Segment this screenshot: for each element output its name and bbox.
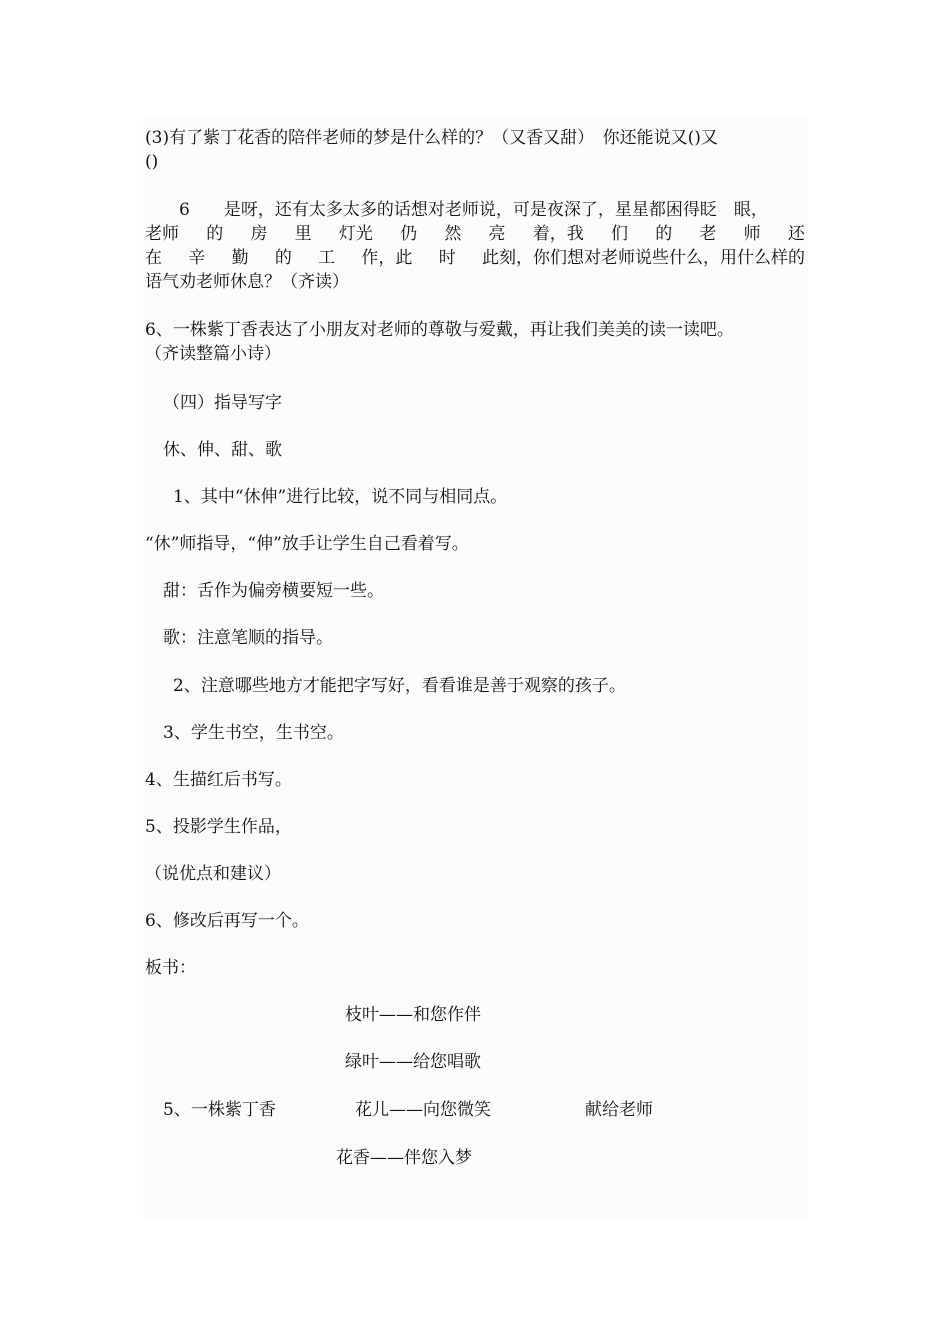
section-4-ge: 歌：注意笔顺的指导。 [163,628,333,648]
word: 灯光 [338,224,373,244]
word: 们 [610,224,628,244]
section-4-item-1b: “休”师指导，“伸”放手让学生自己看着写。 [145,534,469,554]
word: 作，此 [361,248,413,268]
step-6-recite-paragraph [145,318,734,366]
step-6-night-paragraph [145,198,805,294]
question-3-line-2: () [145,152,159,172]
word: 师 [743,224,761,244]
board-label: 板书： [145,958,196,978]
word: 时 [438,248,456,268]
word: 老 [699,224,717,244]
section-4-item-1: 1、其中“休伸”进行比较，说不同与相同点。 [173,487,508,507]
step-6-line-2 [145,222,805,246]
step-6-line-1: 6 是呀，还有太多太多的话想对老师说，可是夜深了，星星都困得眨 眼， [145,200,768,220]
step-6b-line-2: （齐读整篇小诗） [145,344,281,364]
word: 然 [444,224,462,244]
word: 辛 [188,248,206,268]
board-row-fragrance: 花香——伴您入梦 [336,1148,472,1168]
board-row-leaves: 枝叶——和您作伴 [345,1005,481,1025]
word: 房 [250,224,268,244]
section-4-item-4: 4、生描红后书写。 [145,770,292,790]
word: 里 [294,224,312,244]
section-4-tian: 甜：舌作为偏旁横要短一些。 [163,581,384,601]
section-4-item-2: 2、注意哪些地方才能把字写好，看看谁是善于观察的孩子。 [173,676,626,696]
step-6-line-3 [145,246,805,270]
word: 勤 [231,248,249,268]
word: 亮 [488,224,506,244]
section-4-item-6: 6、修改后再写一个。 [145,911,309,931]
section-4-item-3: 3、学生书空，生书空。 [163,723,344,743]
question-3 [145,126,718,174]
board-row-green-leaves: 绿叶——给您唱歌 [345,1052,481,1072]
section-4-heading: （四）指导写字 [163,393,282,413]
word: 的 [206,224,224,244]
word: 的 [655,224,673,244]
word: 老师 [145,224,179,244]
word: 此刻，你们想对老师说些什么，用什么样的 [481,248,805,268]
board-row-flowers: 花儿——向您微笑 [355,1100,491,1120]
word: 仍 [400,224,418,244]
section-4-item-5b: （说优点和建议） [145,864,281,884]
word: 还 [787,224,805,244]
section-4-item-5: 5、投影学生作品， [145,817,292,837]
step-6b-line-1: 6、一株紫丁香表达了小朋友对老师的尊敬与爱戴，再让我们美美的读一读吧。 [145,320,734,340]
step-6-line-4: 语气劝老师休息？（齐读） [145,272,349,292]
board-title: 5、一株紫丁香 [163,1100,276,1120]
question-3-line-1: (3)有了紫丁花香的陪伴老师的梦是什么样的？（又香又甜） 你还能说又()又 [145,128,718,148]
section-4-characters: 休、伸、甜、歌 [163,440,282,460]
word: 工 [318,248,336,268]
word: 着，我 [532,224,584,244]
word: 在 [145,248,162,268]
word: 的 [274,248,292,268]
board-dedication: 献给老师 [585,1100,653,1120]
